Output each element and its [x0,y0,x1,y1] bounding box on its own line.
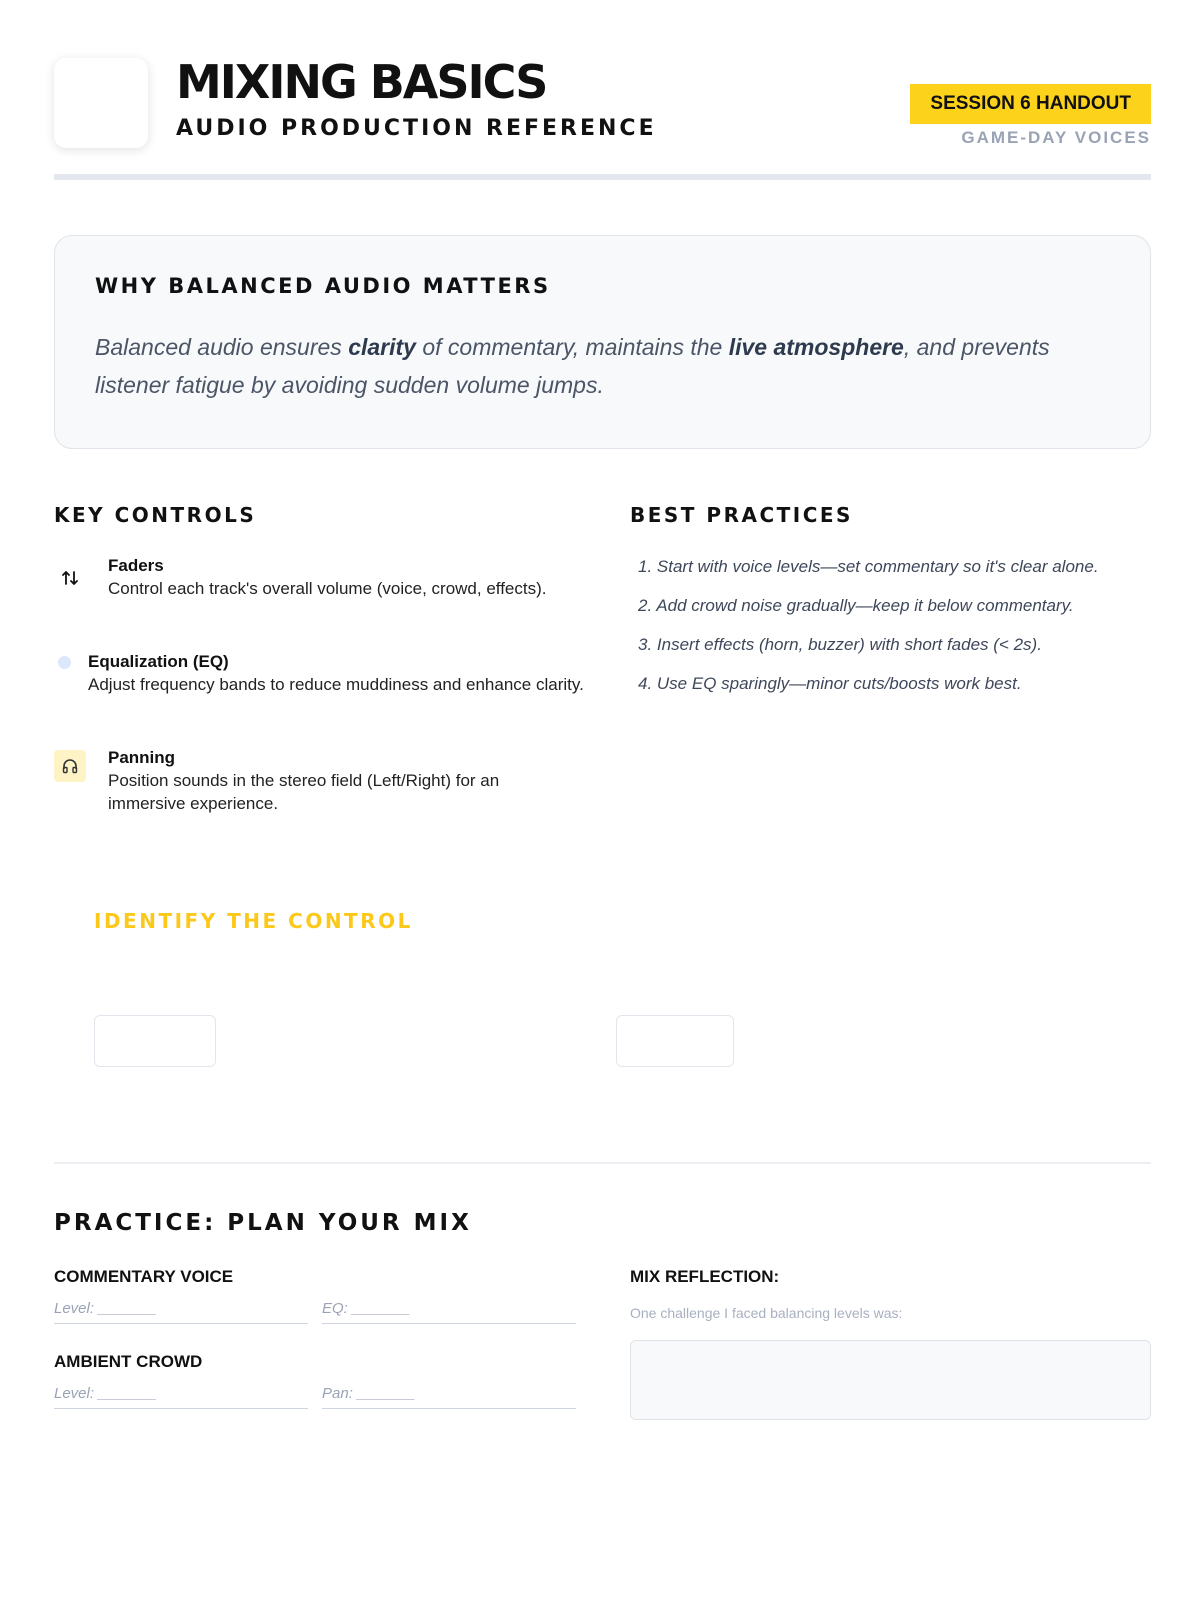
commentary-level-field[interactable]: Level: _______ [54,1300,308,1324]
why-card [54,235,1151,449]
control-item [54,556,574,600]
page-title: MIXING BASICS [176,55,547,109]
series-label: GAME-DAY VOICES [961,128,1151,147]
reflection-textarea[interactable] [630,1340,1151,1420]
list-item: 1. Start with voice levels—set commentary so it's clear alone. [638,557,1099,576]
control-name: Panning [108,748,176,767]
ambient-crowd-label: AMBIENT CROWD [54,1352,203,1371]
list-item: 2. Add crowd noise gradually—keep it below commentary. [638,596,1074,615]
why-text: Balanced audio ensures clarity of commentary, maintains the live atmosphere, and prevents listener fatigue by avoiding sudden volume jumps. [95,334,1050,398]
up-down-arrows-icon [54,562,86,594]
best-practices-section [630,503,1151,713]
list-item: 3. Insert effects (horn, buzzer) with short fades (< 2s). [638,635,1042,654]
key-controls-section [54,503,574,527]
dot-icon [48,646,80,678]
crowd-pan-field[interactable]: Pan: _______ [322,1385,576,1409]
session-badge: SESSION 6 HANDOUT [910,84,1151,124]
list-item: 4. Use EQ sparingly—minor cuts/boosts work best. [638,674,1022,693]
commentary-eq-field[interactable]: EQ: _______ [322,1300,576,1324]
control-desc: Position sounds in the stereo field (Left/Right) for an immersive experience. [108,771,500,813]
answer-box-2[interactable] [616,1015,734,1067]
control-desc: Adjust frequency bands to reduce muddiness and enhance clarity. [88,675,584,694]
control-name: Faders [108,556,164,575]
control-desc: Control each track's overall volume (voice, crowd, effects). [108,579,547,598]
answer-box-1[interactable] [94,1015,216,1067]
reflection-label: MIX REFLECTION: [630,1267,780,1286]
practice-title: PRACTICE: PLAN YOUR MIX [54,1210,472,1236]
control-item [54,652,594,696]
header [54,52,1151,182]
best-practices-title: BEST PRACTICES [630,503,853,527]
crowd-level-field[interactable]: Level: _______ [54,1385,308,1409]
identify-title: IDENTIFY THE CONTROL [94,909,413,933]
best-practices-list [630,557,1151,694]
why-title: WHY BALANCED AUDIO MATTERS [95,274,551,298]
section-divider [54,1162,1151,1164]
headphones-icon [54,750,86,782]
commentary-voice-label: COMMENTARY VOICE [54,1267,234,1286]
logo-placeholder [54,58,148,148]
reflection-prompt: One challenge I faced balancing levels was: [630,1305,903,1321]
control-name: Equalization (EQ) [88,652,229,671]
control-item [54,748,574,815]
header-divider [54,174,1151,180]
key-controls-title: KEY CONTROLS [54,503,257,527]
page-subtitle: AUDIO PRODUCTION REFERENCE [176,116,657,141]
